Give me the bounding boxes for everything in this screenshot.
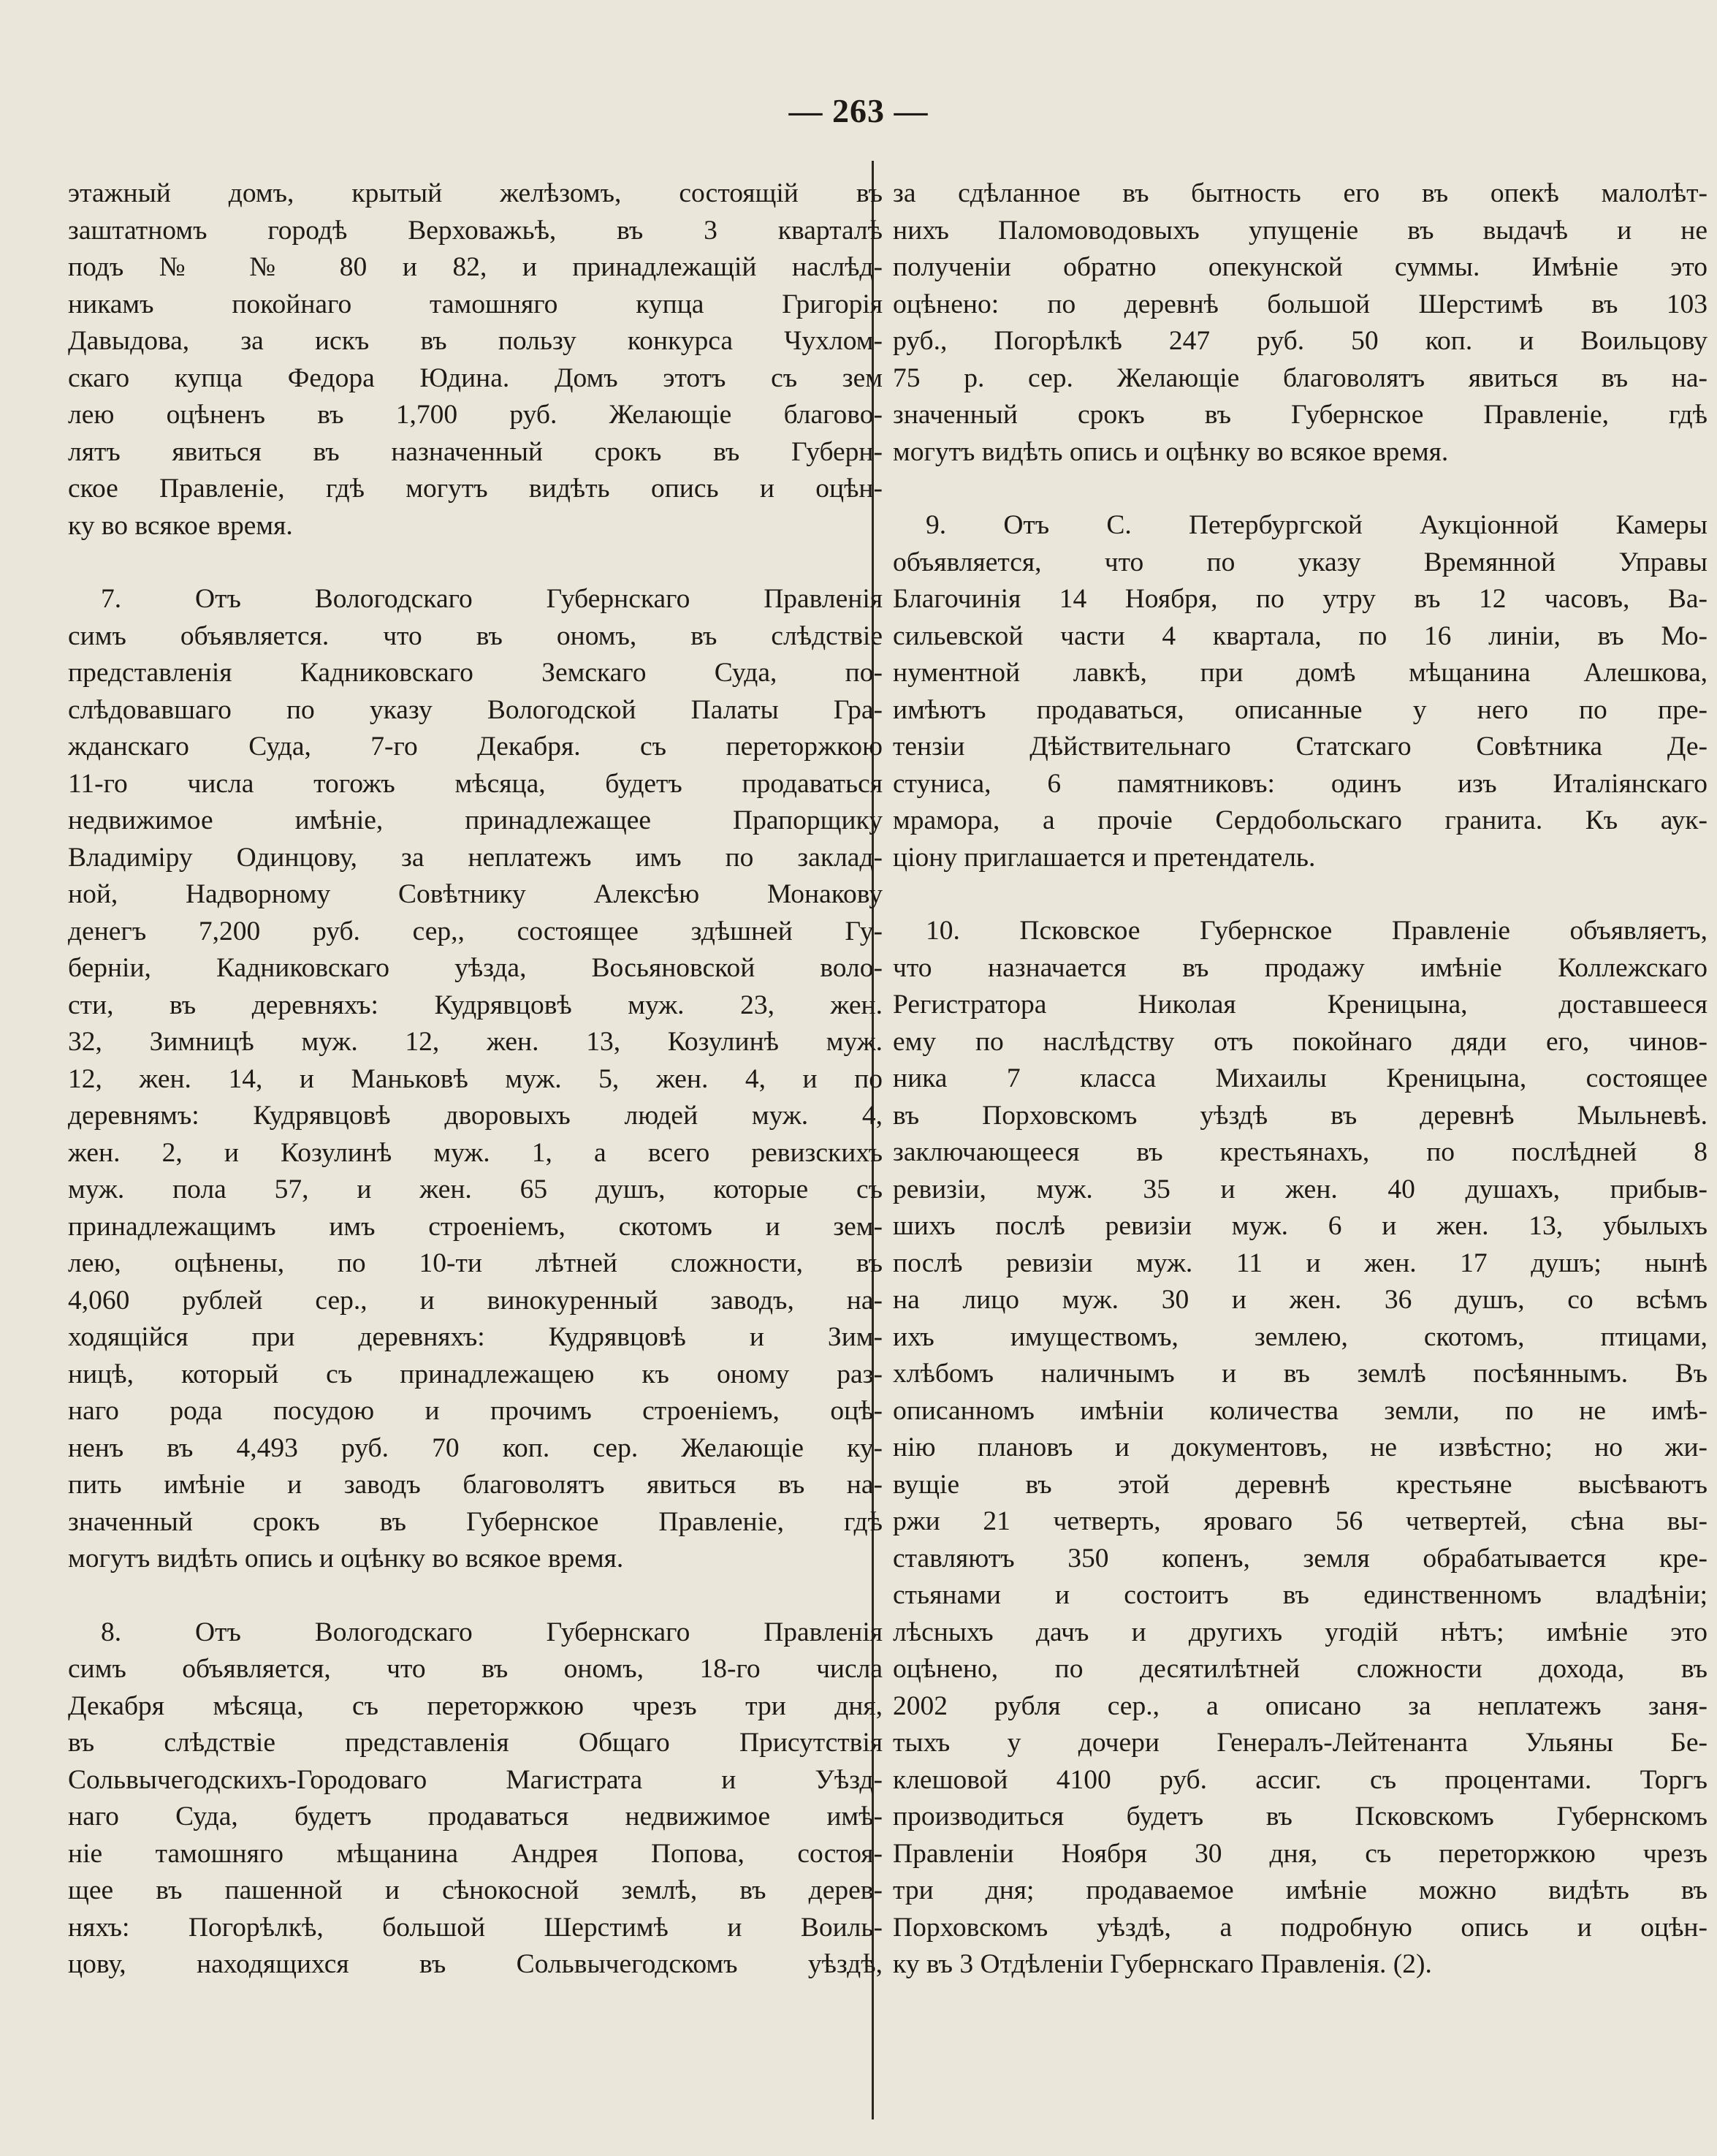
text-line: объявляется, что по указу Времянной Управы bbox=[893, 547, 1708, 577]
entry-8 bbox=[68, 1614, 883, 1984]
text-line: нументной лавкѣ, при домѣ мѣщанина Алешкова, bbox=[893, 658, 1708, 688]
text-line: въ слѣдствіе представленія Общаго Присутствія bbox=[68, 1728, 883, 1758]
text-line: денегъ 7,200 руб. сер,, состоящее здѣшней Гу- bbox=[68, 916, 883, 946]
text-line: клешовой 4100 руб. ассиг. съ процентами. Торгъ bbox=[893, 1764, 1708, 1795]
entry-6-continuation bbox=[68, 175, 883, 544]
text-line: ставляютъ 350 копенъ, земля обрабатывается кре- bbox=[893, 1543, 1708, 1574]
text-line: лѣсныхъ дачъ и другихъ угодій нѣтъ; имѣніе это bbox=[893, 1617, 1708, 1647]
paragraph-gap bbox=[893, 471, 1708, 507]
text-line: послѣ ревизіи муж. 11 и жен. 17 душъ; нынѣ bbox=[893, 1248, 1708, 1278]
text-line: производиться будетъ въ Псковскомъ Губернскомъ bbox=[893, 1802, 1708, 1832]
text-line: никамъ покойнаго тамошняго купца Григорія bbox=[68, 289, 883, 319]
text-line: значенный срокъ въ Губернское Правленіе, гдѣ bbox=[68, 1506, 883, 1537]
text-line: Владиміру Одинцову, за неплатежъ имъ по заклад- bbox=[68, 842, 883, 873]
text-line: хлѣбомъ наличнымъ и въ землѣ посѣяннымъ. Въ bbox=[893, 1359, 1708, 1389]
text-line: 8. Отъ Вологодскаго Губернскаго Правленія bbox=[101, 1617, 883, 1647]
text-line: ку въ 3 Отдѣленіи Губернскаго Правленія. (2). bbox=[893, 1949, 1432, 1979]
left-column bbox=[68, 175, 883, 1984]
paragraph-gap bbox=[68, 544, 883, 581]
text-line: за сдѣланное въ бытность его въ опекѣ малолѣт- bbox=[893, 178, 1708, 208]
text-line: могутъ видѣть опись и оцѣнку во всякое время. bbox=[68, 1544, 624, 1574]
text-line: тыхъ у дочери Генералъ-Лейтенанта Ульяны Бе- bbox=[893, 1728, 1708, 1758]
text-line: подъ № № 80 и 82, и принадлежащій наслѣд- bbox=[68, 252, 883, 282]
text-line: Давыдова, за искъ въ пользу конкурса Чухлом- bbox=[68, 326, 883, 356]
text-line: заключающееся въ крестьянахъ, по послѣдней 8 bbox=[893, 1137, 1708, 1167]
entry-7 bbox=[68, 581, 883, 1578]
text-line: представленія Кадниковскаго Земскаго Суда, по- bbox=[68, 658, 883, 688]
text-line: берніи, Кадниковскаго уѣзда, Восьяновской воло- bbox=[68, 953, 883, 983]
text-line: на лицо муж. 30 и жен. 36 душъ, со всѣмъ bbox=[893, 1285, 1708, 1315]
text-line: 11-го числа тогожъ мѣсяца, будетъ продаваться bbox=[68, 768, 883, 799]
text-line: симъ объявляется. что въ ономъ, въ слѣдствіе bbox=[68, 620, 883, 651]
text-line: ненъ въ 4,493 руб. 70 коп. сер. Желающіе ку- bbox=[68, 1432, 883, 1463]
text-line: 10. Псковское Губернское Правленіе объявляетъ, bbox=[926, 916, 1708, 946]
text-line: шихъ послѣ ревизіи муж. 6 и жен. 13, убылыхъ bbox=[893, 1211, 1708, 1241]
text-line: жданскаго Суда, 7-го Декабря. съ переторжкою bbox=[68, 732, 883, 762]
text-line: ское Правленіе, гдѣ могутъ видѣть опись и оцѣн- bbox=[68, 474, 883, 504]
text-line: нію плановъ и документовъ, не извѣстно; но жи- bbox=[893, 1432, 1708, 1462]
text-line: что назначается въ продажу имѣніе Коллежскаго bbox=[893, 952, 1708, 983]
text-line: Благочинія 14 Ноября, по утру въ 12 часовъ, Ва- bbox=[893, 584, 1708, 614]
text-line: значенный срокъ въ Губернское Правленіе, гдѣ bbox=[893, 400, 1708, 430]
text-line: руб., Погорѣлкѣ 247 руб. 50 коп. и Воильцову bbox=[893, 326, 1708, 356]
text-line: Регистратора Николая Креницына, доставшееся bbox=[893, 990, 1708, 1020]
paragraph-gap bbox=[68, 1578, 883, 1614]
text-line: лею, оцѣнены, по 10-ти лѣтней сложности, въ bbox=[68, 1248, 883, 1278]
text-line: заштатномъ городѣ Верховажьѣ, въ 3 кварталѣ bbox=[68, 215, 883, 246]
text-line: няхъ: Погорѣлкѣ, большой Шерстимѣ и Воиль- bbox=[68, 1912, 883, 1943]
text-line: 9. Отъ С. Петербургской Аукціонной Камеры bbox=[926, 510, 1708, 540]
text-line: ревизіи, муж. 35 и жен. 40 душахъ, прибыв- bbox=[893, 1174, 1708, 1204]
text-line: 2002 рубля сер., а описано за неплатежъ заня- bbox=[893, 1690, 1708, 1721]
text-line: ихъ имуществомъ, землею, скотомъ, птицами, bbox=[893, 1321, 1708, 1352]
text-line: могутъ видѣть опись и оцѣнку во всякое время. bbox=[893, 436, 1449, 467]
text-line: лею оцѣненъ въ 1,700 руб. Желающіе благово- bbox=[68, 400, 883, 430]
text-line: описанномъ имѣніи количества земли, по не имѣ- bbox=[893, 1395, 1708, 1426]
text-line: стьянами и состоитъ въ единственномъ владѣніи; bbox=[893, 1580, 1708, 1610]
text-line: 7. Отъ Вологодскаго Губернскаго Правленія bbox=[101, 584, 883, 614]
text-line: стуниса, 6 памятниковъ: одинъ изъ Италіянскаго bbox=[893, 768, 1708, 799]
text-line: ной, Надворному Совѣтнику Алексѣю Монакову bbox=[68, 879, 883, 909]
text-line: жен. 2, и Козулинѣ муж. 1, а всего ревизскихъ bbox=[68, 1137, 883, 1168]
text-line: оцѣнено: по деревнѣ большой Шерстимѣ въ 103 bbox=[893, 289, 1708, 319]
text-line: 12, жен. 14, и Маньковѣ муж. 5, жен. 4, и по bbox=[68, 1063, 883, 1094]
text-line: этажный домъ, крытый желѣзомъ, состоящій въ bbox=[68, 178, 883, 208]
text-line: ника 7 класса Михаилы Креницына, состоящее bbox=[893, 1063, 1708, 1093]
text-line: муж. пола 57, и жен. 65 душъ, которые съ bbox=[68, 1174, 883, 1204]
text-line: Порховскомъ уѣздѣ, а подробную опись и оцѣн- bbox=[893, 1912, 1708, 1943]
text-line: 4,060 рублей сер., и винокуренный заводъ, на- bbox=[68, 1285, 883, 1316]
text-line: сти, въ деревняхъ: Кудрявцовѣ муж. 23, жен. bbox=[68, 990, 883, 1020]
text-line: Сольвычегодскихъ-Городоваго Магистрата и Уѣзд- bbox=[68, 1764, 883, 1795]
paragraph-gap bbox=[893, 876, 1708, 913]
text-line: 75 р. сер. Желающіе благоволятъ явиться въ на- bbox=[893, 363, 1708, 393]
text-line: Правленіи Ноября 30 дня, съ переторжкою чрезъ bbox=[893, 1838, 1708, 1869]
text-line: щее въ пашенной и сѣнокосной землѣ, въ дерев- bbox=[68, 1875, 883, 1905]
text-line: полученіи обратно опекунской суммы. Имѣніе это bbox=[893, 252, 1708, 282]
text-line: ходящійся при деревняхъ: Кудрявцовѣ и Зим- bbox=[68, 1322, 883, 1352]
text-line: мрамора, а прочіе Сердобольскаго гранита. Къ аук- bbox=[893, 805, 1708, 835]
text-line: 32, Зимницѣ муж. 12, жен. 13, Козулинѣ муж. bbox=[68, 1027, 883, 1057]
text-line: цову, находящихся въ Сольвычегодскомъ уѣздѣ, bbox=[68, 1949, 883, 1979]
text-line: слѣдовавшаго по указу Вологодской Палаты Гра- bbox=[68, 694, 883, 725]
entry-8-continuation bbox=[893, 175, 1708, 471]
text-line: Декабря мѣсяца, съ переторжкою чрезъ три дня, bbox=[68, 1690, 883, 1721]
page-number: — 263 — bbox=[788, 92, 929, 129]
text-line: скаго купца Федора Юдина. Домъ этотъ съ зем bbox=[68, 363, 883, 393]
text-line: ницѣ, который съ принадлежащею къ оному раз- bbox=[68, 1359, 883, 1389]
text-line: сильевской части 4 квартала, по 16 линіи, въ Мо- bbox=[893, 620, 1708, 651]
text-line: тензіи Дѣйствительнаго Статскаго Совѣтника Де- bbox=[893, 732, 1708, 762]
text-line: три дня; продаваемое имѣніе можно видѣть въ bbox=[893, 1875, 1708, 1905]
text-line: недвижимое имѣніе, принадлежащее Прапорщику bbox=[68, 805, 883, 835]
text-line: ему по наслѣдству отъ покойнаго дяди его, чинов- bbox=[893, 1026, 1708, 1057]
text-line: наго Суда, будетъ продаваться недвижимое имѣ- bbox=[68, 1802, 883, 1832]
text-line: наго рода посудою и прочимъ строеніемъ, оцѣ- bbox=[68, 1396, 883, 1426]
text-line: ніе тамошняго мѣщанина Андрея Попова, состоя- bbox=[68, 1838, 883, 1869]
text-line: ржи 21 четверть, яроваго 56 четвертей, сѣна вы- bbox=[893, 1506, 1708, 1536]
right-column bbox=[893, 175, 1708, 1984]
text-line: лятъ явиться въ назначенный срокъ въ Губерн- bbox=[68, 436, 883, 467]
text-line: деревнямъ: Кудрявцовѣ дворовыхъ людей муж. 4, bbox=[68, 1101, 883, 1131]
text-line: имѣютъ продаваться, описанные у него по пре- bbox=[893, 694, 1708, 725]
entry-9 bbox=[893, 507, 1708, 876]
text-line: въ Порховскомъ уѣздѣ въ деревнѣ Мыльневѣ. bbox=[893, 1100, 1708, 1131]
text-line: ціону приглашается и претендатель. bbox=[893, 842, 1316, 873]
text-line: пить имѣніе и заводъ благоволятъ явиться въ на- bbox=[68, 1470, 883, 1500]
text-line: симъ объявляется, что въ ономъ, 18-го числа bbox=[68, 1654, 883, 1684]
text-line: вущіе въ этой деревнѣ крестьяне высѣваютъ bbox=[893, 1469, 1708, 1500]
text-line: ку во всякое время. bbox=[68, 510, 293, 541]
text-line: оцѣнено, по десятилѣтней сложности дохода, въ bbox=[893, 1654, 1708, 1684]
text-line: нихъ Паломоводовыхъ упущеніе въ выдачѣ и не bbox=[893, 215, 1708, 246]
entry-10 bbox=[893, 913, 1708, 1984]
text-line: принадлежащимъ имъ строеніемъ, скотомъ и зем- bbox=[68, 1211, 883, 1242]
